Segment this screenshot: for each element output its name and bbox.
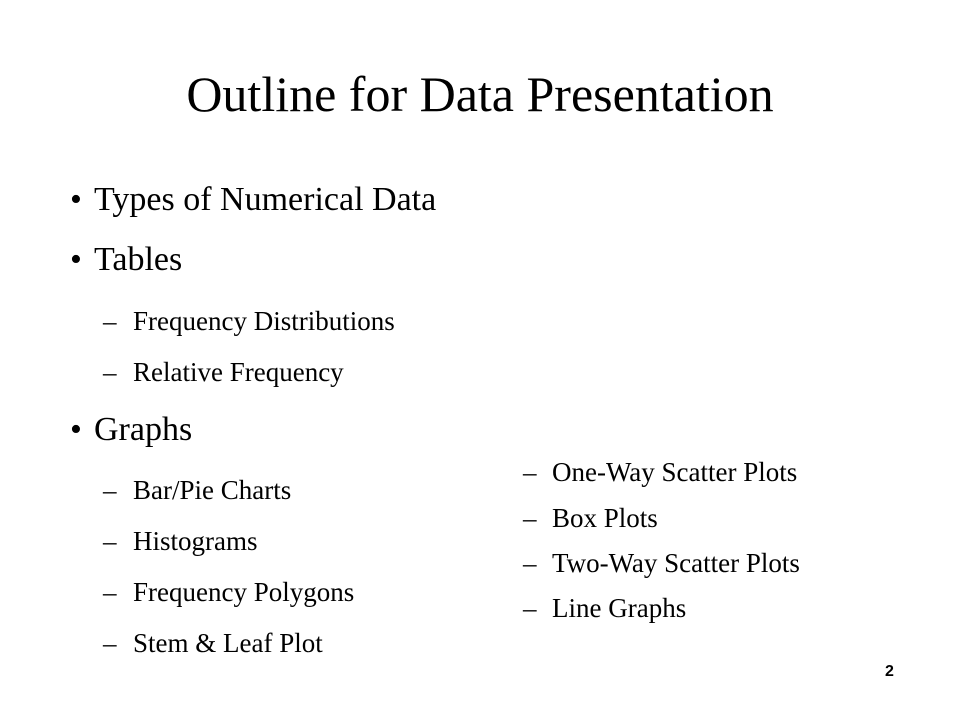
sub-item-bar-pie-charts	[103, 473, 291, 507]
dash-marker: –	[103, 475, 117, 505]
dash-marker: –	[523, 593, 537, 623]
sub-item-relative-frequency	[103, 355, 344, 389]
page-number: 2	[885, 663, 894, 680]
sub-item-label: Relative Frequency	[133, 357, 344, 387]
sub-item-histograms	[103, 524, 258, 558]
sub-item-frequency-polygons	[103, 575, 354, 609]
sub-item-one-way-scatter-plots	[523, 455, 797, 489]
dash-marker: –	[103, 577, 117, 607]
dash-marker: –	[103, 357, 117, 387]
dash-marker: –	[523, 503, 537, 533]
bullet-label: Types of Numerical Data	[94, 181, 437, 218]
dash-marker: –	[103, 306, 117, 336]
sub-item-label: Frequency Polygons	[133, 577, 355, 607]
sub-item-label: One-Way Scatter Plots	[552, 457, 798, 487]
bullet-label: Tables	[94, 241, 183, 278]
sub-item-label: Two-Way Scatter Plots	[552, 548, 800, 578]
dash-marker: –	[523, 457, 537, 487]
sub-item-stem-leaf-plot	[103, 626, 323, 660]
sub-item-label: Stem & Leaf Plot	[133, 628, 323, 658]
sub-item-box-plots	[523, 501, 658, 535]
sub-item-frequency-distributions	[103, 304, 395, 338]
sub-item-label: Frequency Distributions	[133, 306, 395, 336]
slide-title: Outline for Data Presentation	[186, 66, 774, 122]
dash-marker: –	[103, 526, 117, 556]
bullet-marker: •	[70, 181, 82, 218]
sub-item-label: Bar/Pie Charts	[133, 475, 292, 505]
bullet-marker: •	[70, 411, 82, 448]
bullet-types-of-numerical-data	[70, 180, 436, 220]
sub-item-label: Histograms	[133, 526, 258, 556]
bullet-marker: •	[70, 241, 82, 278]
sub-item-label: Line Graphs	[552, 593, 687, 623]
sub-item-two-way-scatter-plots	[523, 546, 800, 580]
sub-item-label: Box Plots	[552, 503, 658, 533]
bullet-label: Graphs	[94, 411, 193, 448]
bullet-tables	[70, 240, 182, 280]
sub-item-line-graphs	[523, 591, 686, 625]
dash-marker: –	[523, 548, 537, 578]
bullet-graphs	[70, 410, 192, 450]
dash-marker: –	[103, 628, 117, 658]
